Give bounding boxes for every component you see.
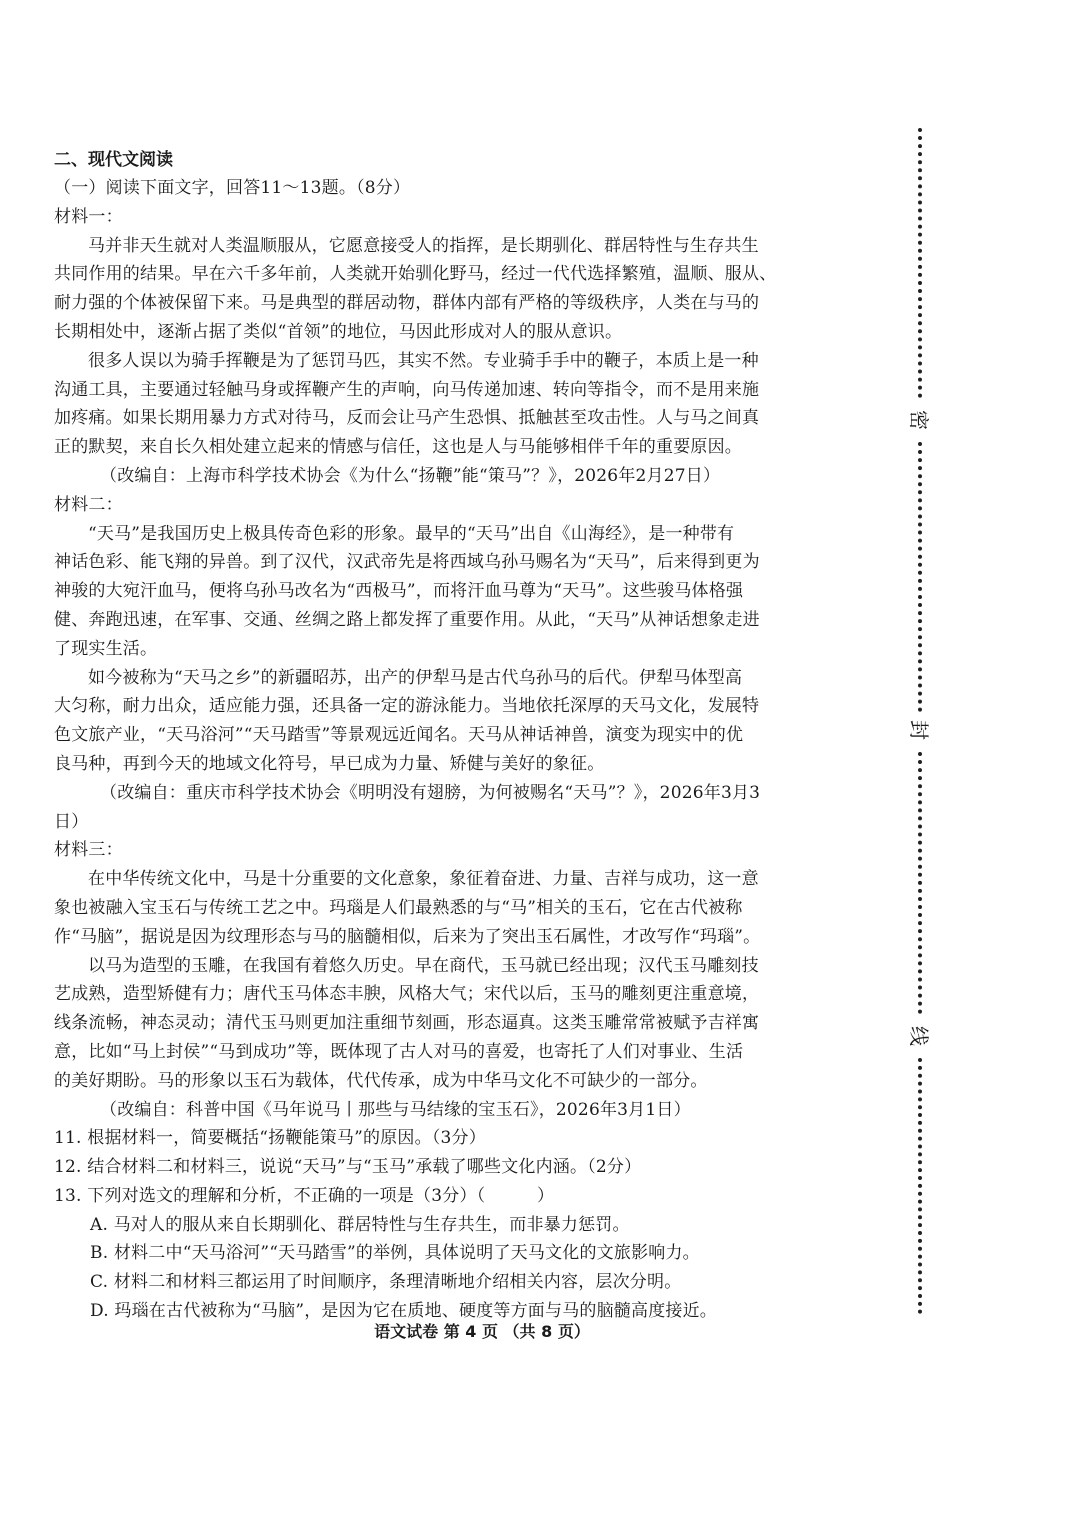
material1-line: 长期相处中，逐渐占据了类似“首领”的地位，马因此形成对人的服从意识。: [54, 321, 623, 342]
material1-source: （改编自：上海市科学技术协会《为什么“扬鞭”能“策马”？》，2026年2月27日）: [100, 465, 721, 486]
material2-line: 了现实生活。: [54, 638, 158, 659]
material1-body: [54, 232, 854, 462]
binding-char-mi: 密: [907, 407, 931, 433]
material2-line: “天马”是我国历史上极具传奇色彩的形象。最早的“天马”出自《山海经》，是一种带有: [88, 523, 735, 544]
dotted-line: [918, 1058, 922, 1314]
instruction: （一）阅读下面文字，回答11～13题。（8分）: [54, 178, 411, 198]
question-list: [54, 1124, 854, 1326]
material1-line: 沟通工具，主要通过轻触马身或挥鞭产生的声响，向马传递加速、转向等指令，而不是用来施: [54, 379, 760, 400]
material2-label: 材料二：: [54, 494, 123, 515]
material2-line: 大匀称，耐力出众，适应能力强，还具备一定的游泳能力。当地依托深厚的天马文化，发展特: [54, 696, 760, 717]
dotted-line: [918, 442, 922, 712]
question-13: 13. 下列对选文的理解和分析，不正确的一项是（3分）（ ）: [54, 1185, 555, 1206]
material1-line: 马并非天生就对人类温顺服从，它愿意接受人的指挥，是长期驯化、群居特性与生存共生: [88, 235, 759, 256]
binding-char-xian: 线: [907, 1023, 931, 1049]
material2-source-cont: 日）: [54, 811, 89, 832]
option-d: D. 玛瑙在古代被称为“马脑”，是因为它在质地、硬度等方面与马的脑髓高度接近。: [90, 1301, 718, 1322]
material3-line: 以马为造型的玉雕，在我国有着悠久历史。早在商代，玉马就已经出现；汉代玉马雕刻技: [88, 955, 759, 976]
binding-margin: [904, 128, 934, 1314]
material3-line: 艺成熟，造型矫健有力；唐代玉马体态丰腴，风格大气；宋代以后，玉马的雕刻更注重意境，: [54, 984, 760, 1005]
material1-line: 正的默契，来自长久相处建立起来的情感与信任，这也是人与马能够相伴千年的重要原因。: [54, 437, 742, 458]
material1-label: 材料一：: [54, 206, 123, 227]
option-c: C. 材料二和材料三都运用了时间顺序，条理清晰地介绍相关内容，层次分明。: [90, 1272, 682, 1293]
material3-line: 作“马脑”，据说是因为纹理形态与马的脑髓相似，后来为了突出玉石属性，才改写作“玛瑙”。: [54, 926, 761, 947]
question-12: 12. 结合材料二和材料三，说说“天马”与“玉马”承载了哪些文化内涵。（2分）: [54, 1157, 642, 1178]
material1-line: 共同作用的结果。早在六千多年前，人类就开始驯化野马，经过一代代选择繁殖，温顺、服从、: [54, 264, 777, 285]
option-b: B. 材料二中“天马浴河”“天马踏雪”的举例，具体说明了天马文化的文旅影响力。: [90, 1243, 700, 1264]
dotted-line: [918, 752, 922, 1014]
option-a: A. 马对人的服从来自长期驯化、群居特性与生存共生，而非暴力惩罚。: [90, 1214, 630, 1235]
material3-line: 意，比如“马上封侯”“马到成功”等，既体现了古人对马的喜爱，也寄托了人们对事业、生活: [54, 1041, 744, 1062]
material3-label: 材料三：: [54, 840, 123, 861]
page-footer: 语文试卷 第 4 页 （共 8 页）: [374, 1322, 590, 1341]
material3-source: （改编自：科普中国《马年说马丨那些与马结缘的宝玉石》，2026年3月1日）: [100, 1099, 691, 1120]
material2-line: 健、奔跑迅速，在军事、交通、丝绸之路上都发挥了重要作用。从此，“天马”从神话想象走进: [54, 609, 760, 630]
dotted-line: [918, 128, 922, 398]
material2-line: 色文旅产业，“天马浴河”“天马踏雪”等景观远近闻名。天马从神话神兽，演变为现实中的优: [54, 725, 744, 746]
material1-line: 耐力强的个体被保留下来。马是典型的群居动物，群体内部有严格的等级秩序，人类在与马的: [54, 293, 760, 314]
material2-body: [54, 520, 854, 779]
material1-line: 很多人误以为骑手挥鞭是为了惩罚马匹，其实不然。专业骑手手中的鞭子，本质上是一种: [88, 350, 759, 371]
material2-source: （改编自：重庆市科学技术协会《明明没有翅膀，为何被赐名“天马”？》，2026年3月3: [100, 782, 761, 803]
section-title: 二、现代文阅读: [54, 150, 173, 170]
reading-section: [54, 146, 854, 1326]
material1-line: 加疼痛。如果长期用暴力方式对待马，反而会让马产生恐惧、抵触甚至攻击性。人与马之间真: [54, 408, 760, 429]
material3-line: 象也被融入宝玉石与传统工艺之中。玛瑙是人们最熟悉的与“马”相关的玉石，它在古代被称: [54, 897, 743, 918]
material3-body: [54, 865, 854, 1095]
binding-char-feng: 封: [907, 717, 931, 743]
material2-line: 如今被称为“天马之乡”的新疆昭苏，出产的伊犁马是古代乌孙马的后代。伊犁马体型高: [88, 667, 743, 688]
material2-line: 神话色彩、能飞翔的异兽。到了汉代，汉武帝先是将西域乌孙马赐名为“天马”，后来得到更为: [54, 552, 760, 573]
material3-line: 在中华传统文化中，马是十分重要的文化意象，象征着奋进、力量、吉祥与成功，这一意: [88, 869, 759, 890]
material3-line: 的美好期盼。马的形象以玉石为载体，代代传承，成为中华马文化不可缺少的一部分。: [54, 1070, 708, 1091]
material3-line: 线条流畅，神态灵动；清代玉马则更加注重细节刻画，形态逼真。这类玉雕常常被赋予吉祥寓: [54, 1013, 760, 1034]
question-11: 11. 根据材料一，简要概括“扬鞭能策马”的原因。（3分）: [54, 1128, 486, 1149]
material2-line: 良马种，再到今天的地域文化符号，早已成为力量、矫健与美好的象征。: [54, 753, 605, 774]
material2-line: 神骏的大宛汗血马，便将乌孙马改名为“西极马”，而将汗血马尊为“天马”。这些骏马体格强: [54, 581, 744, 602]
